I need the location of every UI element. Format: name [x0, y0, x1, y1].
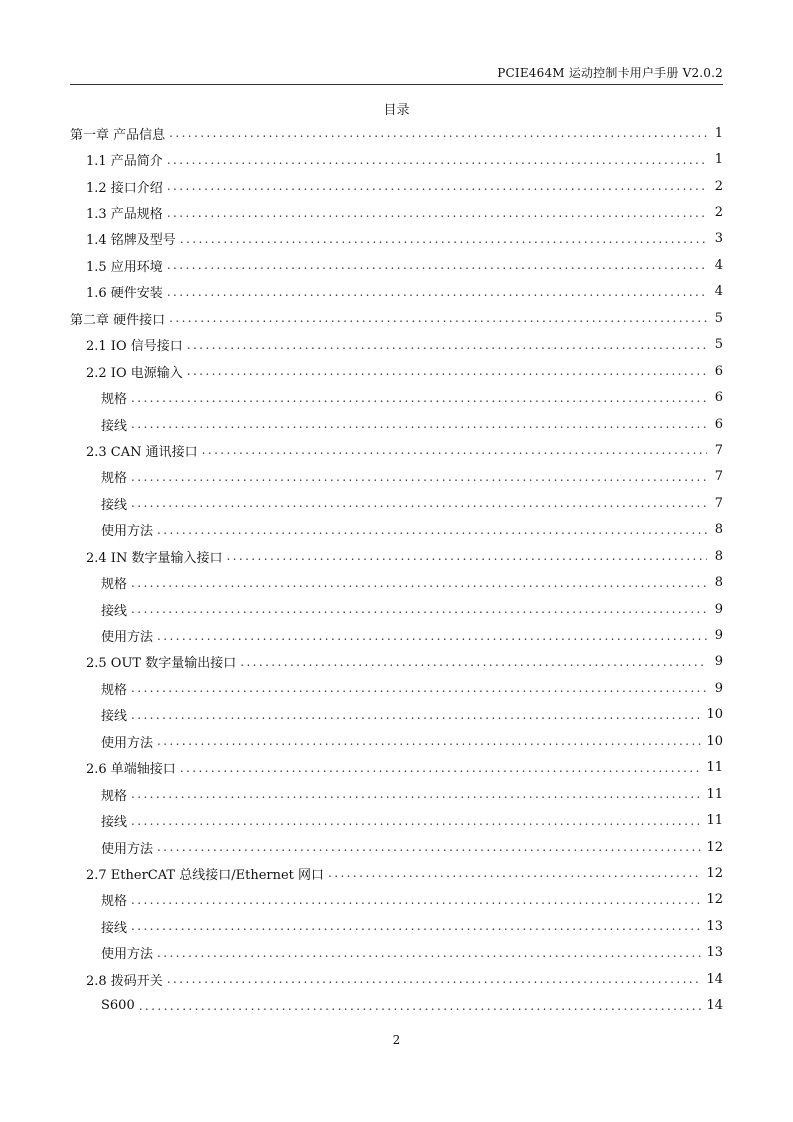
- dot-leader: [131, 602, 707, 616]
- toc-entry-page: 2: [714, 178, 723, 194]
- toc-entry[interactable]: [70, 913, 723, 939]
- toc-entry-label: 1.5 应用环境: [86, 259, 163, 275]
- toc-entry[interactable]: [70, 226, 723, 252]
- dot-leader: [131, 681, 707, 695]
- toc-entry[interactable]: [70, 622, 723, 648]
- toc-entry-label: 接线: [101, 709, 128, 725]
- toc-entry-page: 12: [706, 865, 723, 881]
- toc-entry[interactable]: [70, 596, 723, 622]
- toc-entry-page: 9: [714, 654, 723, 670]
- toc-entry-label: 2.8 拨码开关: [86, 973, 163, 989]
- toc-entry[interactable]: [70, 702, 723, 728]
- toc-entry-page: 9: [714, 601, 723, 617]
- dot-leader: [131, 417, 707, 431]
- toc-entry[interactable]: [70, 490, 723, 516]
- toc-entry-label: 1.6 硬件安装: [86, 286, 163, 302]
- toc-entry-label: 使用方法: [101, 630, 154, 646]
- toc-entry-label: 2.6 单端轴接口: [86, 762, 176, 778]
- dot-leader: [131, 814, 702, 828]
- toc-entry[interactable]: [70, 332, 723, 358]
- dot-leader: [187, 364, 707, 378]
- toc-entry-page: 7: [714, 495, 723, 511]
- toc-entry-page: 11: [706, 760, 723, 776]
- dot-leader: [131, 496, 707, 510]
- dot-leader: [167, 153, 707, 167]
- toc-entry-label: 规格: [101, 682, 128, 698]
- toc-entry-page: 10: [706, 733, 723, 749]
- dot-leader: [328, 866, 702, 880]
- toc-entry-label: 1.1 产品简介: [86, 154, 163, 170]
- toc-entry[interactable]: [70, 358, 723, 384]
- toc-entry-label: 2.5 OUT 数字量输出接口: [86, 656, 237, 672]
- toc-entry-page: 6: [714, 363, 723, 379]
- toc-entry-label: 2.7 EtherCAT 总线接口/Ethernet 网口: [86, 867, 325, 883]
- toc-entry-page: 11: [706, 813, 723, 829]
- dot-leader: [131, 919, 702, 933]
- toc-entry-page: 10: [706, 707, 723, 723]
- toc-entry-page: 14: [706, 971, 723, 987]
- toc-entry-label: 规格: [101, 577, 128, 593]
- dot-leader: [157, 946, 702, 960]
- dot-leader: [226, 549, 707, 563]
- toc-entry-label: 2.1 IO 信号接口: [86, 339, 183, 355]
- toc-entry[interactable]: [70, 728, 723, 754]
- dot-leader: [240, 655, 707, 669]
- dot-leader: [157, 523, 707, 537]
- toc-entry[interactable]: [70, 437, 723, 463]
- toc-entry[interactable]: [70, 411, 723, 437]
- toc-entry-page: 4: [714, 284, 723, 300]
- toc-entry[interactable]: [70, 569, 723, 595]
- toc-entry-label: 2.3 CAN 通讯接口: [86, 444, 198, 460]
- dot-leader: [131, 787, 702, 801]
- page-number: 2: [392, 1033, 401, 1047]
- toc-entry-page: 9: [714, 680, 723, 696]
- toc-entry-label: 接线: [101, 815, 128, 831]
- toc-entry[interactable]: [70, 305, 723, 331]
- toc-entry-page: 5: [714, 310, 723, 326]
- toc-entry-label: 使用方法: [101, 524, 154, 540]
- toc-entry[interactable]: [70, 384, 723, 410]
- toc-entry-label: 使用方法: [101, 947, 154, 963]
- toc-entry-label: 接线: [101, 603, 128, 619]
- toc-entry-page: 12: [706, 892, 723, 908]
- toc-entry[interactable]: [70, 940, 723, 966]
- dot-leader: [131, 470, 707, 484]
- toc-entry[interactable]: [70, 252, 723, 278]
- toc-entry[interactable]: [70, 966, 723, 992]
- toc-entry[interactable]: [70, 464, 723, 490]
- toc-entry[interactable]: [70, 146, 723, 172]
- dot-leader: [167, 972, 703, 986]
- dot-leader: [169, 126, 707, 140]
- toc-entry-label: 规格: [101, 894, 128, 910]
- toc-entry-page: 5: [714, 337, 723, 353]
- toc-entry[interactable]: [70, 675, 723, 701]
- toc-entry-page: 8: [714, 522, 723, 538]
- toc-entry[interactable]: [70, 807, 723, 833]
- dot-leader: [202, 443, 707, 457]
- dot-leader: [131, 576, 707, 590]
- dot-leader: [180, 232, 707, 246]
- toc-entry-page: 6: [714, 390, 723, 406]
- toc-entry-label: 规格: [101, 471, 128, 487]
- toc-entry-page: 3: [714, 231, 723, 247]
- dot-leader: [167, 285, 707, 299]
- toc-entry-label: 使用方法: [101, 841, 154, 857]
- dot-leader: [157, 629, 707, 643]
- dot-leader: [167, 179, 707, 193]
- toc-entry[interactable]: [70, 173, 723, 199]
- dot-leader: [180, 761, 703, 775]
- toc-entry[interactable]: [70, 543, 723, 569]
- dot-leader: [157, 840, 702, 854]
- dot-leader: [139, 999, 703, 1013]
- toc-entry-label: 1.2 接口介绍: [86, 180, 163, 196]
- toc-entry-label: 1.4 铭牌及型号: [86, 233, 176, 249]
- toc-entry-label: 接线: [101, 418, 128, 434]
- toc-entry-label: 2.4 IN 数字量输入接口: [86, 550, 223, 566]
- dot-leader: [187, 338, 707, 352]
- toc-entry-page: 12: [706, 839, 723, 855]
- toc-entry-page: 4: [714, 257, 723, 273]
- table-of-contents: [70, 120, 723, 1019]
- toc-entry-page: 7: [714, 442, 723, 458]
- dot-leader: [157, 734, 702, 748]
- toc-entry[interactable]: [70, 887, 723, 913]
- toc-entry[interactable]: [70, 279, 723, 305]
- toc-entry-label: 接线: [101, 497, 128, 513]
- toc-entry-label: 2.2 IO 电源输入: [86, 365, 183, 381]
- toc-entry-page: 13: [706, 918, 723, 934]
- dot-leader: [131, 893, 702, 907]
- dot-leader: [131, 708, 702, 722]
- dot-leader: [167, 258, 707, 272]
- dot-leader: [131, 391, 707, 405]
- toc-entry-page: 13: [706, 945, 723, 961]
- toc-entry-label: 1.3 产品规格: [86, 207, 163, 223]
- toc-entry-page: 1: [714, 125, 723, 141]
- toc-entry[interactable]: [70, 755, 723, 781]
- toc-entry-page: 14: [706, 998, 723, 1014]
- toc-entry-label: 使用方法: [101, 735, 154, 751]
- dot-leader: [167, 206, 707, 220]
- toc-entry-label: 第二章 硬件接口: [70, 312, 166, 328]
- toc-entry-page: 8: [714, 575, 723, 591]
- page-header: [70, 60, 723, 85]
- toc-entry[interactable]: [70, 517, 723, 543]
- toc-entry[interactable]: [70, 834, 723, 860]
- toc-entry[interactable]: [70, 120, 723, 146]
- toc-entry-label: 接线: [101, 920, 128, 936]
- toc-entry-label: S600: [101, 998, 135, 1014]
- toc-entry-page: 11: [706, 786, 723, 802]
- toc-entry[interactable]: [70, 992, 723, 1018]
- toc-entry-page: 8: [714, 548, 723, 564]
- toc-entry-label: 规格: [101, 788, 128, 804]
- toc-entry-page: 9: [714, 628, 723, 644]
- toc-entry-page: 7: [714, 469, 723, 485]
- toc-entry-page: 2: [714, 205, 723, 221]
- dot-leader: [169, 311, 707, 325]
- toc-entry[interactable]: [70, 649, 723, 675]
- toc-entry-page: 1: [714, 152, 723, 168]
- toc-entry[interactable]: [70, 860, 723, 886]
- toc-entry-label: 第一章 产品信息: [70, 127, 166, 143]
- toc-entry-page: 6: [714, 416, 723, 432]
- document-title: PCIE464M 运动控制卡用户手册 V2.0.2: [497, 66, 723, 80]
- toc-entry[interactable]: [70, 781, 723, 807]
- toc-entry[interactable]: [70, 199, 723, 225]
- toc-entry-label: 规格: [101, 392, 128, 408]
- toc-heading: 目录: [383, 103, 410, 118]
